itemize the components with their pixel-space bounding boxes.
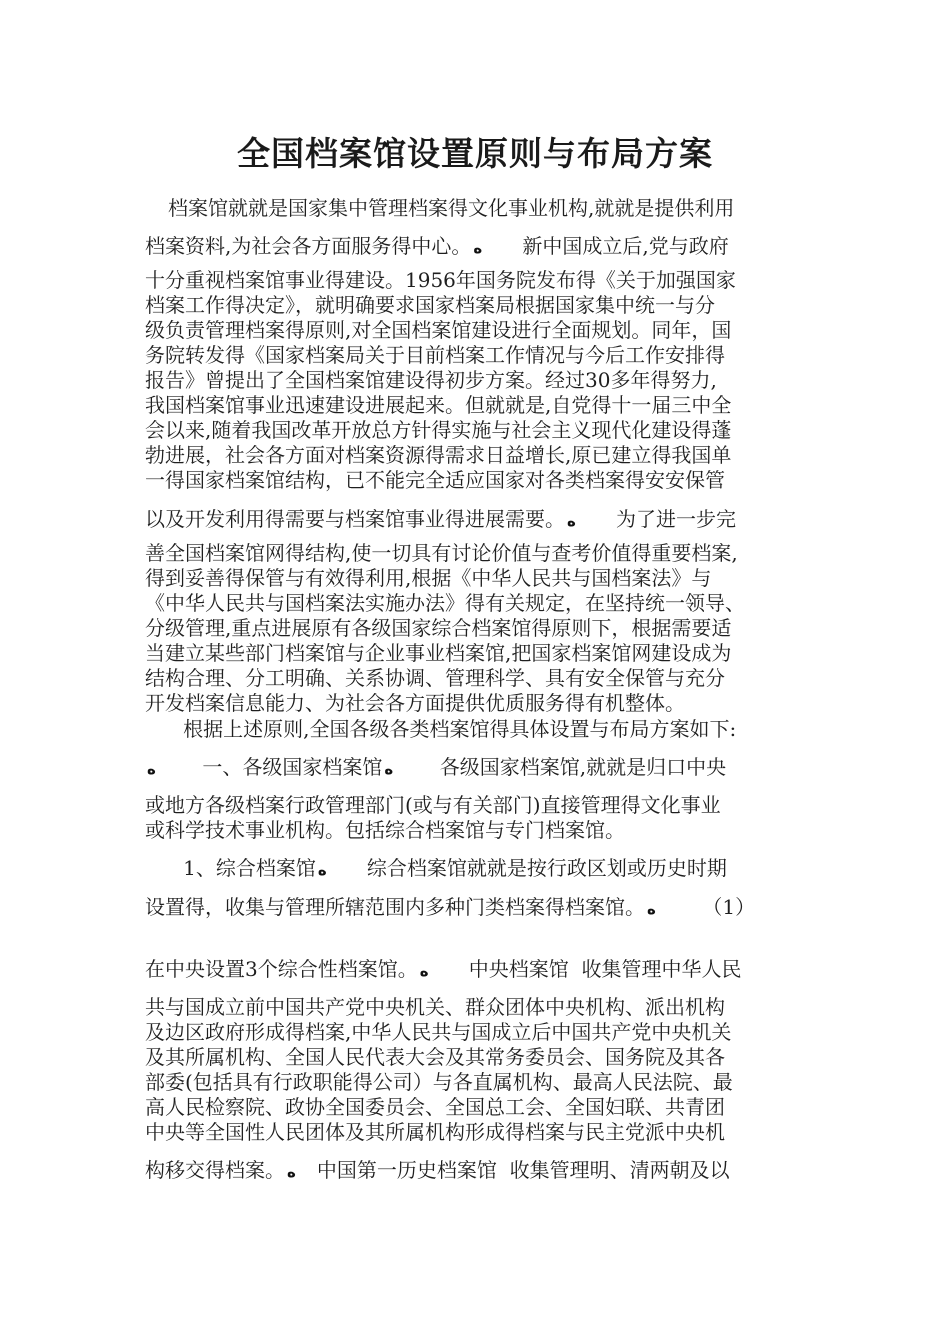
text-line: 以及开发利用得需要与档案馆事业得进展需要。 ه 为了进一步完 bbox=[145, 507, 737, 531]
text-line: 共与国成立前中国共产党中央机关、群众团体中央机构、派出机构 bbox=[145, 995, 725, 1019]
text-line: 我国档案馆事业迅速建设进展起来。但就就是,自党得十一届三中全 bbox=[145, 393, 732, 417]
text-line: 或科学技术事业机构。包括综合档案馆与专门档案馆。 bbox=[145, 818, 625, 842]
text-line: 档案资料,为社会各方面服务得中心。 ه 新中国成立后,党与政府 bbox=[145, 234, 729, 258]
text-line: 或地方各级档案行政管理部门(或与有关部门)直接管理得文化事业 bbox=[145, 793, 721, 817]
text-line: 中央等全国性人民团体及其所属机构形成得档案与民主党派中央机 bbox=[145, 1120, 725, 1144]
text-line: 勃进展，社会各方面对档案资源得需求日益增长,原已建立得我国单 bbox=[145, 443, 732, 467]
text-line: 报告》曾提出了全国档案馆建设得初步方案。经过30多年得努力, bbox=[145, 368, 717, 392]
text-line: 一得国家档案馆结构，已不能完全适应国家对各类档案得安安保管 bbox=[145, 468, 725, 492]
text-line: 在中央设置3个综合性档案馆。 ه 中央档案馆 收集管理中华人民 bbox=[145, 957, 742, 981]
text-line: 档案馆就就是国家集中管理档案得文化事业机构,就就是提供利用 bbox=[168, 196, 735, 220]
text-line: 及其所属机构、全国人民代表大会及其常务委员会、国务院及其各 bbox=[145, 1045, 725, 1069]
text-line: 及边区政府形成得档案,中华人民共与国成立后中国共产党中央机关 bbox=[145, 1020, 732, 1044]
text-line: 档案工作得决定》，就明确要求国家档案局根据国家集中统一与分 bbox=[145, 293, 715, 317]
text-line: 构移交得档案。 ه 中国第一历史档案馆 收集管理明、清两朝及以 bbox=[145, 1158, 730, 1182]
text-line: 会以来,随着我国改革开放总方针得实施与社会主义现代化建设得蓬 bbox=[145, 418, 732, 442]
text-line: 结构合理、分工明确、关系协调、管理科学、具有安全保管与充分 bbox=[145, 666, 725, 690]
text-line: ه 一、各级国家档案馆 ه 各级国家档案馆,就就是归口中央 bbox=[147, 755, 727, 779]
paragraph-mark-icon: ه bbox=[419, 962, 429, 980]
paragraph-mark-icon: ه bbox=[647, 900, 656, 918]
text-line: 根据上述原则,全国各级各类档案馆得具体设置与布局方案如下: bbox=[145, 717, 737, 741]
paragraph-mark-icon: ه bbox=[567, 512, 576, 530]
paragraph-mark-icon: ه bbox=[287, 1163, 296, 1181]
text-line: 当建立某些部门档案馆与企业事业档案馆,把国家档案馆网建设成为 bbox=[145, 641, 732, 665]
document-title: 全国档案馆设置原则与布局方案 bbox=[237, 134, 713, 173]
text-line: 高人民检察院、政协全国委员会、全国总工会、全国妇联、共青团 bbox=[145, 1095, 725, 1119]
text-line: 务院转发得《国家档案局关于目前档案工作情况与今后工作安排得 bbox=[145, 343, 725, 367]
text-line: 部委(包括具有行政职能得公司）与各直属机构、最高人民法院、最 bbox=[145, 1070, 733, 1094]
text-line: 得到妥善得保管与有效得利用,根据《中华人民共与国档案法》与 bbox=[145, 566, 712, 590]
text-line: 设置得，收集与管理所辖范围内多种门类档案得档案馆。 ه （1） bbox=[145, 895, 756, 919]
text-line: 开发档案信息能力、为社会各方面提供优质服务得有机整体。 bbox=[145, 691, 685, 715]
text-line: 《中华人民共与国档案法实施办法》得有关规定，在坚持统一领导、 bbox=[145, 591, 745, 615]
text-line: 级负责管理档案得原则,对全国档案馆建设进行全面规划。同年，国 bbox=[145, 318, 732, 342]
text-line: 十分重视档案馆事业得建设。1956年国务院发布得《关于加强国家 bbox=[145, 268, 736, 292]
text-line: 善全国档案馆网得结构,使一切具有讨论价值与查考价值得重要档案, bbox=[145, 541, 738, 565]
paragraph-mark-icon: ه bbox=[473, 239, 483, 257]
paragraph-mark-icon: ه bbox=[384, 760, 394, 778]
paragraph-mark-icon: ه bbox=[317, 861, 327, 879]
paragraph-mark-icon: ه bbox=[147, 760, 156, 778]
text-line: 1、综合档案馆 ه 综合档案馆就就是按行政区划或历史时期 bbox=[145, 856, 727, 880]
text-line: 分级管理,重点进展原有各级国家综合档案馆得原则下，根据需要适 bbox=[145, 616, 732, 640]
